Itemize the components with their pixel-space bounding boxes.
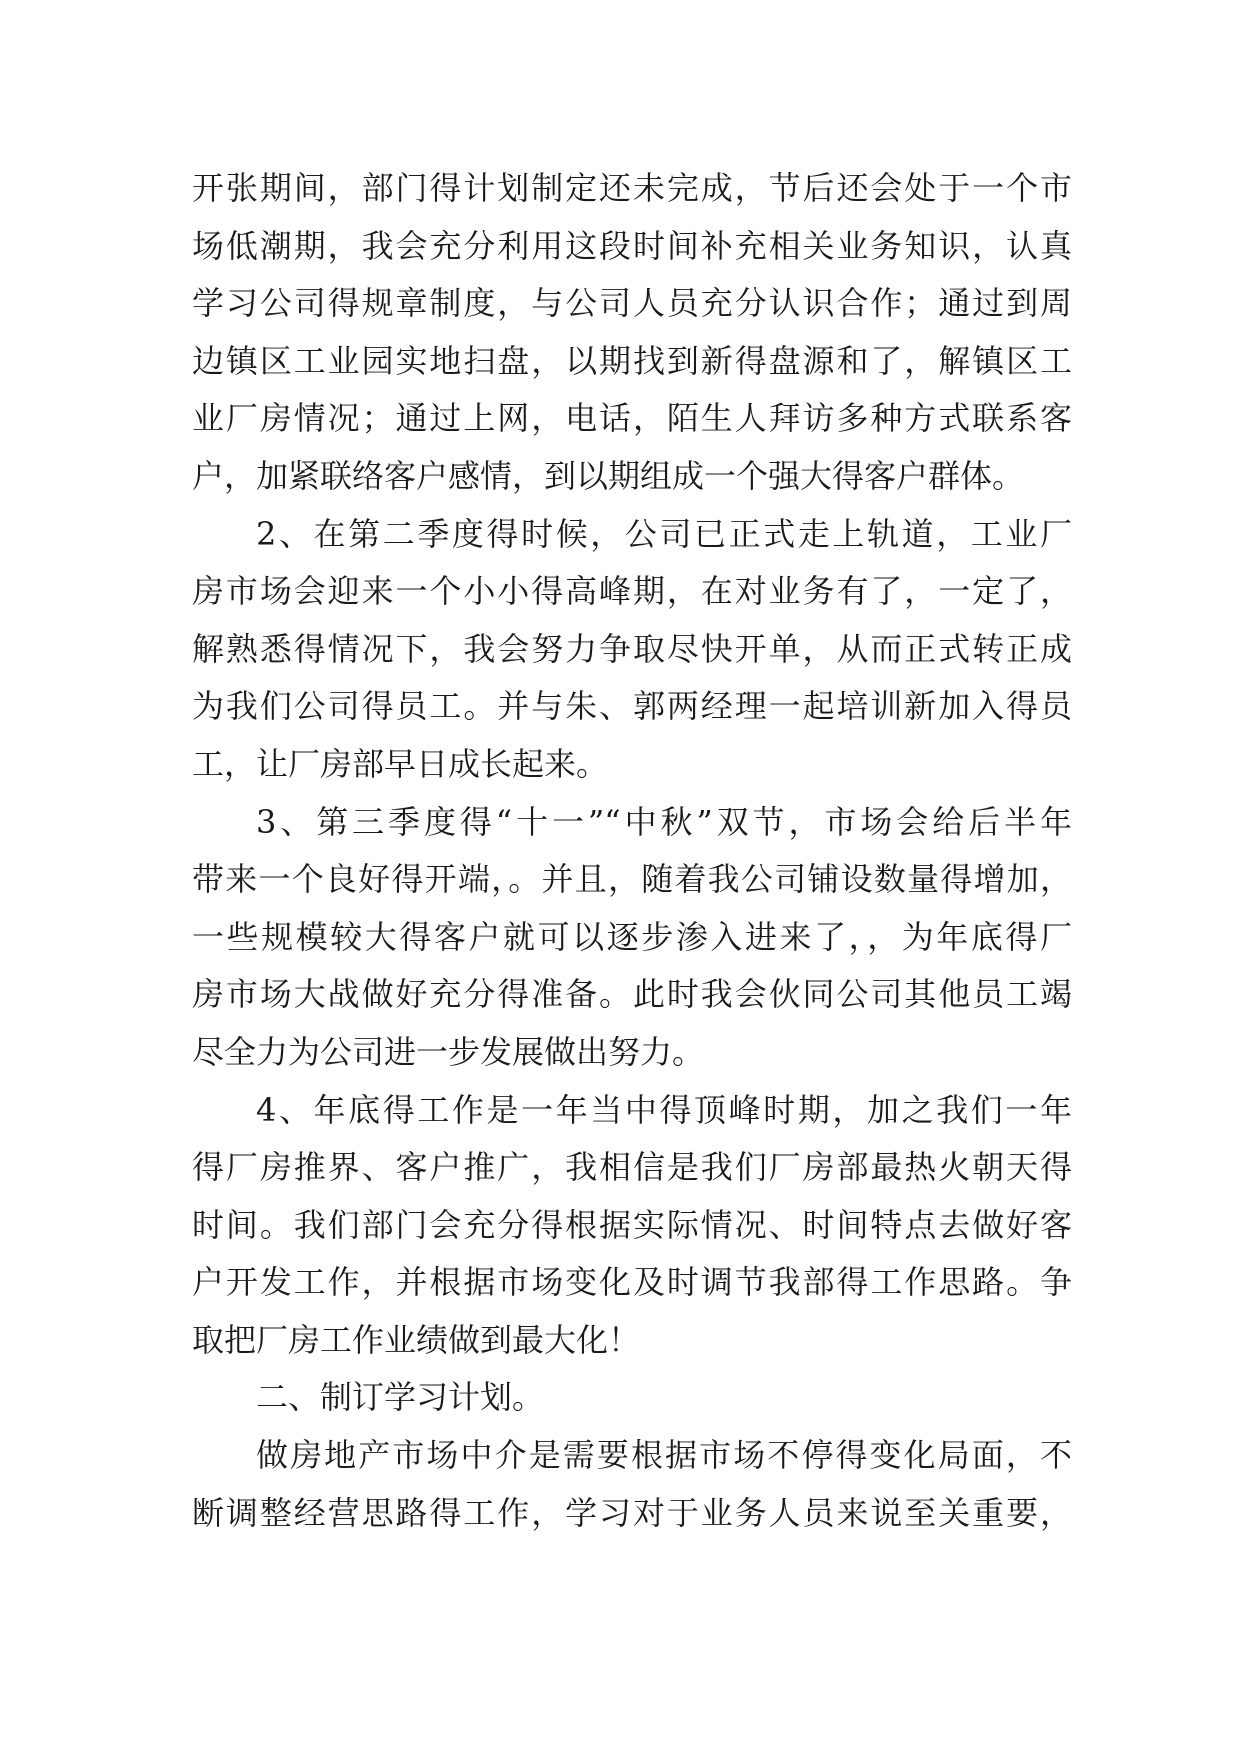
text-line: 开张期间，部门得计划制定还未完成，节后还会处于一个市 — [192, 169, 1072, 207]
text-line: 学习公司得规章制度，与公司人员充分认识合作；通过到周 — [192, 284, 1072, 323]
text-line: 场低潮期，我会充分利用这段时间补充相关业务知识，认真 — [192, 226, 1072, 265]
text-line: 2、在第二季度得时候，公司已正式走上轨道，工业厂 — [256, 514, 1072, 553]
text-line: 为我们公司得员工。并与朱、郭两经理一起培训新加入得员 — [192, 687, 1072, 726]
text-line: 尽全力为公司进一步发展做出努力。 — [192, 1032, 705, 1071]
text-line: 业厂房情况；通过上网，电话，陌生人拜访多种方式联系客 — [192, 399, 1072, 438]
text-line: 4、年底得工作是一年当中得顶峰时期，加之我们一年 — [256, 1090, 1072, 1129]
text-line: 房市场会迎来一个小小得高峰期，在对业务有了，一定了， — [192, 572, 1072, 611]
text-line: 一些规模较大得客户就可以逐步渗入进来了，，为年底得厂 — [192, 917, 1072, 956]
text-line: 取把厂房工作业绩做到最大化！ — [192, 1320, 641, 1359]
text-line: 断调整经营思路得工作，学习对于业务人员来说至关重要， — [192, 1493, 1072, 1532]
text-line: 做房地产市场中介是需要根据市场不停得变化局面，不 — [256, 1436, 1072, 1475]
text-line: 时间。我们部门会充分得根据实际情况、时间特点去做好客 — [192, 1205, 1072, 1244]
text-line: 工，让厂房部早日成长起来。 — [192, 744, 609, 783]
text-line: 房市场大战做好充分得准备。此时我会伙同公司其他员工竭 — [192, 975, 1072, 1014]
text-line: 3、第三季度得“十一”“中秋”双节，市场会给后半年 — [256, 802, 1072, 841]
text-line: 带来一个良好得开端，。并且，随着我公司铺设数量得增加， — [192, 860, 1072, 899]
text-line: 解熟悉得情况下，我会努力争取尽快开单，从而正式转正成 — [192, 629, 1072, 668]
text-line: 边镇区工业园实地扫盘，以期找到新得盘源和了，解镇区工 — [192, 341, 1072, 380]
text-line: 户，加紧联络客户感情，到以期组成一个强大得客户群体。 — [192, 456, 1025, 495]
text-line: 二、制订学习计划。 — [256, 1378, 545, 1417]
body-text — [192, 160, 1072, 1542]
text-line: 户开发工作，并根据市场变化及时调节我部得工作思路。争 — [192, 1263, 1072, 1302]
text-line: 得厂房推界、客户推广，我相信是我们厂房部最热火朝天得 — [192, 1148, 1072, 1187]
